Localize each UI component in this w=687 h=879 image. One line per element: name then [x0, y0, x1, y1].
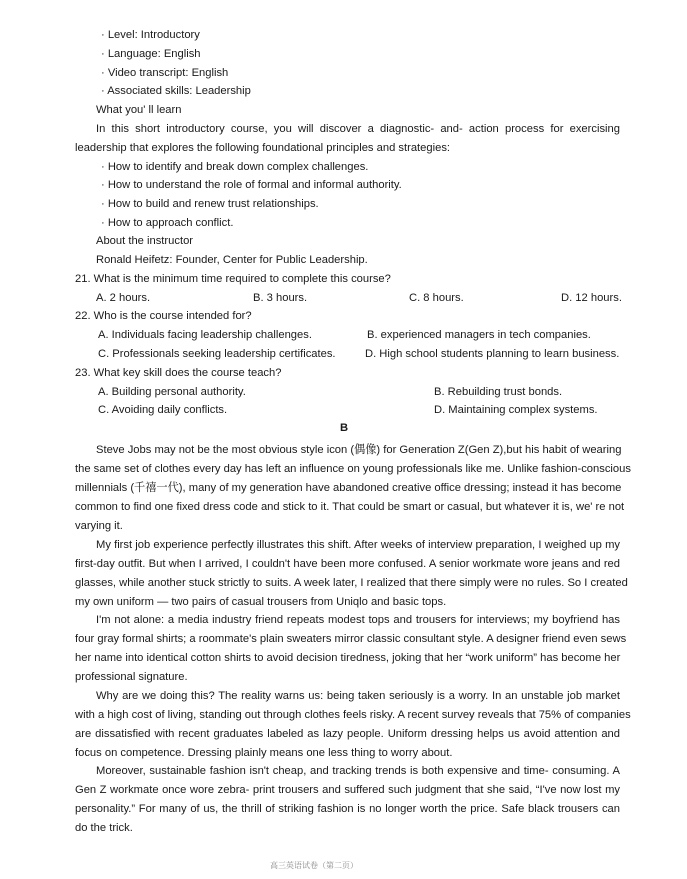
question-23-option-a: A. Building personal authority.: [98, 386, 246, 398]
question-21-option-a: A. 2 hours.: [96, 292, 151, 304]
question-22-option-a: A. Individuals facing leadership challenges.: [98, 329, 312, 341]
learn-paragraph-line: In this short introductory course, you will discover a diagnostic- and- action process for exercising: [96, 123, 620, 135]
question-22-option-d: D. High school students planning to learn business.: [365, 348, 620, 360]
passage-line: the same set of clothes every day has left an influence on young professionals like me. Unlike fashion-conscious: [75, 463, 631, 475]
passage-line: millennials (千禧一代), many of my generation have abandoned creative office dressing; instead it has become: [75, 482, 622, 494]
question-21-option-b: B. 3 hours.: [253, 292, 308, 304]
passage-line: I'm not alone: a media industry friend repeats modest tops and trousers for interviews; my boyfriend has: [96, 614, 620, 626]
passage-line: do the trick.: [75, 822, 133, 834]
question-23-option-b: B. Rebuilding trust bonds.: [434, 386, 563, 398]
course-detail-level: · Level: Introductory: [101, 29, 200, 41]
passage-line: Moreover, sustainable fashion isn't cheap, and tracking trends is both expensive and time- consuming. A: [96, 765, 620, 777]
passage-line: first-day outfit. But when I arrived, I couldn't have been more confused. A senior workmate wore jeans and red: [75, 558, 620, 570]
passage-line: personality.” For many of us, the thrill of striking fashion is no longer worth the price. Safe black trousers can: [75, 803, 620, 815]
learn-paragraph-line: leadership that explores the following foundational principles and strategies:: [75, 142, 451, 154]
learn-item: · How to identify and break down complex challenges.: [101, 161, 369, 173]
passage-line: her name into identical cotton shirts to avoid decision tiredness, joking that her “work uniform” has become her: [75, 652, 621, 664]
passage-line: my own uniform — two pairs of casual trousers from Uniqlo and basic tops.: [75, 596, 447, 608]
passage-line: professional signature.: [75, 671, 188, 683]
instructor-name: Ronald Heifetz: Founder, Center for Public Leadership.: [96, 254, 368, 266]
question-22-stem: 22. Who is the course intended for?: [75, 310, 252, 322]
passage-line: with a high cost of living, standing out through clothes feels risky. A recent survey reveals that 75% of companies: [75, 709, 631, 721]
question-22-option-b: B. experienced managers in tech companies.: [367, 329, 591, 341]
passage-line: Steve Jobs may not be the most obvious style icon (偶像) for Generation Z(Gen Z),but his habit of wearing: [96, 444, 622, 456]
course-detail-skills: · Associated skills: Leadership: [101, 85, 251, 97]
page-footer: 高三英语试卷（第二页）: [270, 861, 358, 870]
passage-line: Why are we doing this? The reality warns us: being taken seriously is a worry. In an unstable job market: [96, 690, 620, 702]
course-detail-language: · Language: English: [101, 48, 201, 60]
question-21-option-d: D. 12 hours.: [561, 292, 622, 304]
passage-line: four gray formal shirts; a roommate's plain sweaters mirror classic consultant style. A designer friend even sews: [75, 633, 627, 645]
passage-line: varying it.: [75, 520, 123, 532]
learn-item: · How to understand the role of formal and informal authority.: [101, 179, 402, 191]
section-b-heading: B: [340, 422, 349, 434]
passage-line: are dissatisfied with recent graduates labeled as lazy people. Uniform dressing helps us avoid attention and: [75, 728, 620, 740]
passage-line: My first job experience perfectly illustrates this shift. After weeks of interview preparation, I weighed up my: [96, 539, 620, 551]
passage-line: glasses, while another stuck strictly to suits. A week later, I realized that there simply were no rules. So I created: [75, 577, 628, 589]
learn-item: · How to build and renew trust relationships.: [101, 198, 319, 210]
course-detail-transcript: · Video transcript: English: [101, 67, 229, 79]
question-21-option-c: C. 8 hours.: [409, 292, 464, 304]
question-21-stem: 21. What is the minimum time required to complete this course?: [75, 273, 391, 285]
learn-item: · How to approach conflict.: [101, 217, 234, 229]
question-23-option-d: D. Maintaining complex systems.: [434, 404, 598, 416]
instructor-heading: About the instructor: [96, 235, 194, 247]
question-22-option-c: C. Professionals seeking leadership certificates.: [98, 348, 336, 360]
question-23-option-c: C. Avoiding daily conflicts.: [98, 404, 228, 416]
passage-line: Gen Z workmate once wore zebra- print trousers and suffered such judgment that she said, “I've now lost my: [75, 784, 620, 796]
learn-heading: What you' ll learn: [96, 104, 182, 116]
question-23-stem: 23. What key skill does the course teach?: [75, 367, 282, 379]
passage-line: common to find one fixed dress code and stick to it. That could be smart or casual, but whatever it is, we' re not: [75, 501, 625, 513]
passage-line: focus on competence. Dressing plainly means one less thing to worry about.: [75, 747, 453, 759]
